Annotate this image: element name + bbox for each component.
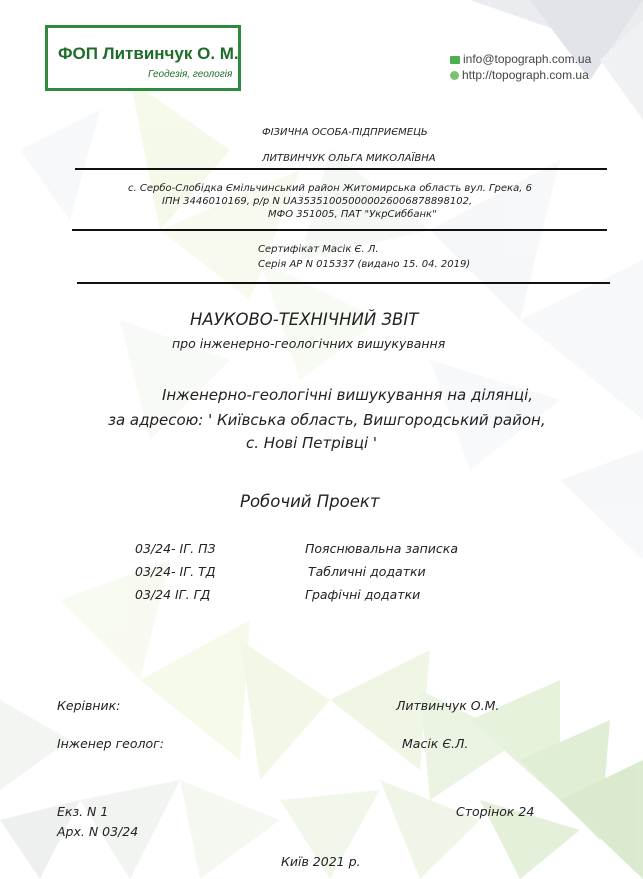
report-subtitle: про інженерно-геологічних вишукування [172, 336, 446, 351]
object-line-2: за адресою: ' Київська область, Вишгородський район, [108, 411, 546, 429]
address-line-1: с. Сербо-Слобідка Ємільчинський район Житомирська область вул. Грека, 6 [128, 183, 532, 194]
logo-subtitle: Геодезія, геологія [148, 69, 233, 80]
head-name: Литвинчук О.М. [396, 698, 500, 713]
person-name: ЛИТВИНЧУК ОЛЬГА МИКОЛАЇВНА [262, 153, 436, 164]
certificate-line-2: Серія АР N 015337 (видано 15. 04. 2019) [258, 259, 471, 270]
company-logo [45, 25, 241, 91]
logo-title: ФОП Литвинчук О. М. [58, 44, 239, 63]
address-line-3: МФО 351005, ПАТ "УкрСиббанк" [268, 209, 437, 220]
certificate-line-1: Сертифікат Масік Є. Л. [258, 244, 379, 255]
website-text: http://topograph.com.ua [462, 68, 589, 82]
object-line-1: Інженерно-геологічні вишукування на ділянці, [162, 386, 534, 404]
divider-line [75, 168, 607, 170]
globe-icon [450, 71, 459, 80]
document-name: Графічні додатки [305, 587, 421, 602]
document-code: 03/24- ІГ. ТД [135, 564, 216, 579]
object-line-3: с. Нові Петрівці ' [246, 434, 378, 452]
divider-line [77, 282, 610, 284]
document-code: 03/24- ІГ. ПЗ [135, 541, 216, 556]
page-count: Сторінок 24 [456, 804, 535, 819]
email-text: info@topograph.com.ua [463, 52, 592, 66]
engineer-label: Інженер геолог: [57, 736, 164, 751]
address-line-2: ІПН 3446010169, р/р N UA353510050000026006878898102, [162, 196, 473, 207]
document-name: Пояснювальна записка [305, 541, 459, 556]
document-code: 03/24 ІГ. ГД [135, 587, 211, 602]
project-title: Робочий Проект [240, 492, 380, 511]
entity-type: ФІЗИЧНА ОСОБА-ПІДПРИЄМЕЦЬ [262, 127, 428, 138]
report-title: НАУКОВО-ТЕХНІЧНИЙ ЗВІТ [190, 310, 419, 329]
engineer-name: Масік Є.Л. [402, 736, 469, 751]
contact-email[interactable] [450, 52, 591, 66]
archive-number: Арх. N 03/24 [57, 824, 139, 839]
envelope-icon [450, 56, 460, 64]
copy-number: Екз. N 1 [57, 804, 109, 819]
place-year: Київ 2021 р. [281, 854, 361, 869]
divider-line [72, 229, 607, 231]
contact-website[interactable] [450, 68, 589, 82]
document-name: Табличні додатки [308, 564, 426, 579]
head-label: Керівник: [57, 698, 121, 713]
